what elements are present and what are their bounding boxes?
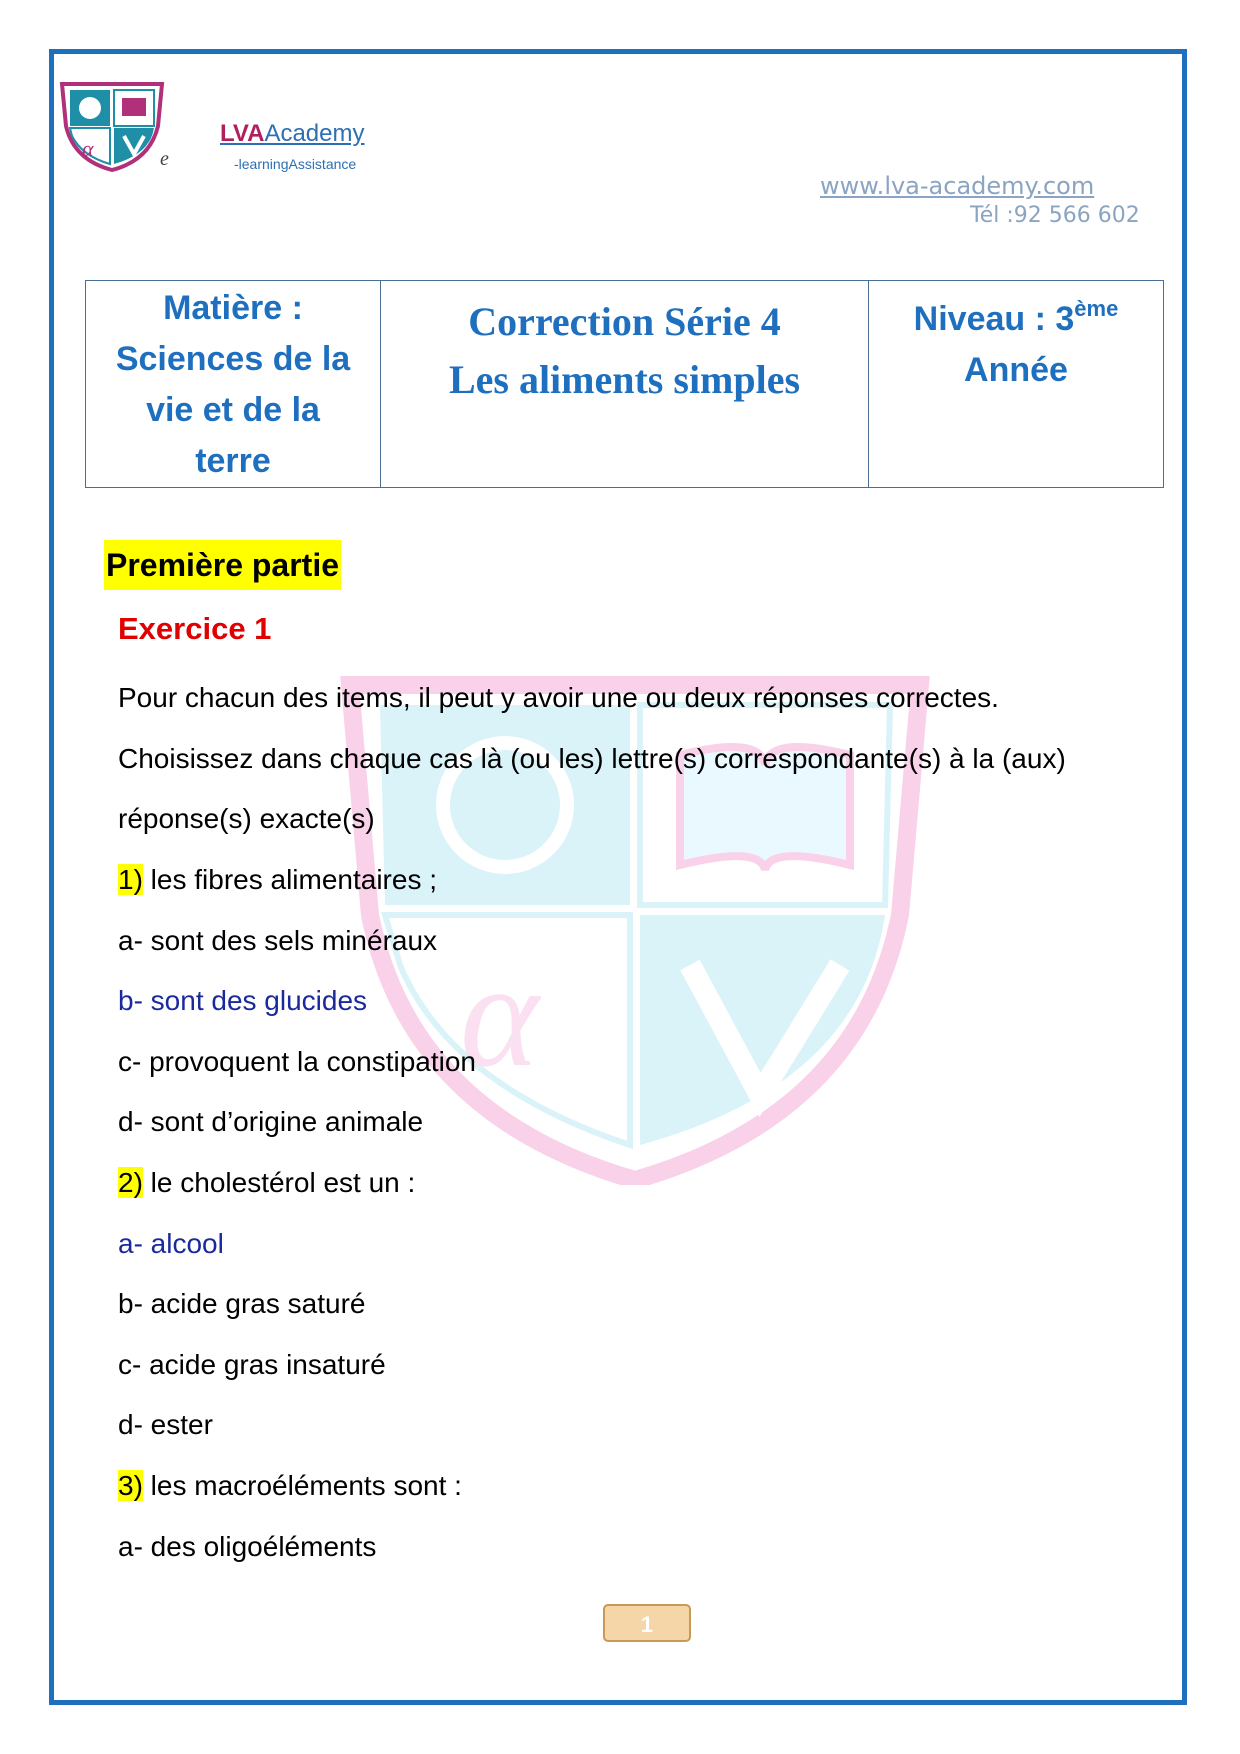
question-3 (118, 1470, 462, 1502)
exercise-heading: Exercice 1 (118, 611, 272, 646)
question-text: les fibres alimentaires ; (142, 864, 438, 895)
question-2 (118, 1167, 415, 1199)
section-heading: Première partie (104, 540, 341, 590)
page-number: 1 (603, 1604, 691, 1642)
option-2d: d- ester (118, 1409, 213, 1440)
option-2b: b- acide gras saturé (118, 1288, 366, 1319)
subject-line: Matière : (163, 289, 303, 327)
phone-number: Tél :92 566 602 (970, 203, 1140, 228)
option-1b-correct: b- sont des glucides (118, 985, 368, 1016)
svg-text:α: α (82, 136, 94, 161)
level-cell (869, 281, 1164, 488)
subject-line: terre (195, 442, 271, 480)
brand-lva: LVA (220, 120, 265, 147)
svg-text:α: α (460, 932, 539, 1098)
info-table (85, 280, 1164, 488)
question-number: 2) (118, 1167, 143, 1198)
website-link[interactable]: www.lva-academy.com (820, 172, 1095, 200)
option-2a-correct: a- alcool (118, 1228, 224, 1259)
document-subtitle: Les aliments simples (448, 357, 801, 402)
option-2c: c- acide gras insaturé (118, 1349, 386, 1380)
logo-letter: e (160, 148, 169, 170)
option-1a: a- sont des sels minéraux (118, 925, 438, 956)
option-3a: a- des oligoéléments (118, 1531, 377, 1562)
brand-academy: Academy (264, 120, 365, 147)
level-year: Année (964, 351, 1068, 389)
subject-cell (86, 281, 381, 488)
option-1d: d- sont d’origine animale (118, 1106, 424, 1137)
brand-tagline: -learningAssistance (234, 156, 357, 172)
question-text: les macroéléments sont : (142, 1470, 462, 1501)
title-cell (381, 281, 869, 488)
instruction-line: Pour chacun des items, il peut y avoir une ou deux réponses correctes. (118, 682, 999, 713)
instruction-line: Choisissez dans chaque cas là (ou les) lettre(s) correspondante(s) à la (aux) (118, 743, 1066, 774)
question-number: 3) (118, 1470, 143, 1501)
question-text: le cholestérol est un : (142, 1167, 416, 1198)
subject-line: vie et de la (146, 391, 320, 429)
brand-name (220, 120, 364, 148)
level-line (869, 283, 1163, 345)
question-number: 1) (118, 864, 143, 895)
question-1 (118, 864, 437, 896)
subject-line: Sciences de la (115, 340, 351, 378)
level-prefix: Niveau : 3 (913, 300, 1075, 338)
instruction-line: réponse(s) exacte(s) (118, 803, 375, 834)
option-1c: c- provoquent la constipation (118, 1046, 476, 1077)
lva-academy-logo (58, 80, 166, 172)
level-superscript: ème (1074, 296, 1119, 321)
document-title: Correction Série 4 (468, 299, 781, 344)
